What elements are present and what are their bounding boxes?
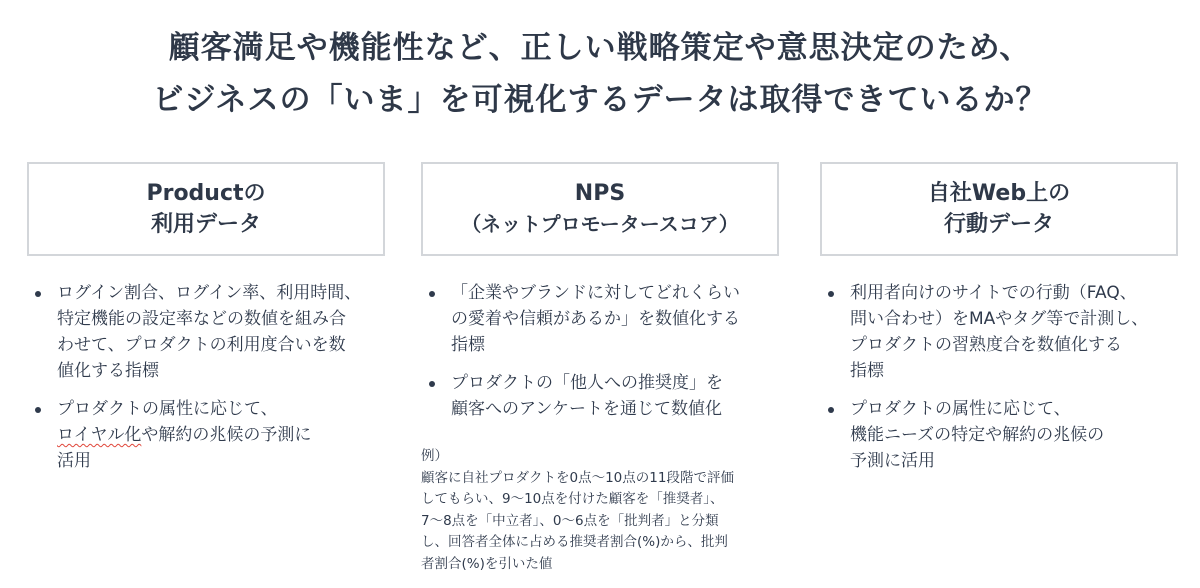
bullet-text-line: プロダクトの属性に応じて、 (850, 399, 1071, 419)
bullet-text-line: 「企業やブランドに対してどれくらい (451, 283, 740, 303)
bullet-text-line: 機能ニーズの特定や解約の兆候の (850, 425, 1105, 445)
bullet-text-line: プロダクトの習熟度合を数値化する (850, 335, 1122, 355)
category-box-product-usage (27, 162, 385, 256)
bullet-list-nps (421, 280, 779, 422)
column-web-behavior (820, 162, 1178, 486)
bullet-text-line: 特定機能の設定率などの数値を組み合 (57, 309, 346, 329)
bullet-item (27, 396, 385, 474)
bullet-text-line: 顧客へのアンケートを通じて数値化 (451, 399, 722, 419)
bullet-text-line: 活用 (57, 451, 91, 471)
bullet-dot-icon (828, 291, 834, 297)
bullet-dot-icon (35, 407, 41, 413)
nps-example-note (421, 446, 781, 575)
bullet-item (820, 396, 1178, 474)
category-title-line-2: （ネットプロモータースコア） (461, 212, 739, 236)
category-title-line-1: Productの (146, 181, 266, 206)
category-title-line-2: 行動データ (943, 212, 1054, 237)
bullet-text-line (57, 422, 385, 448)
bullet-dot-icon (429, 291, 435, 297)
category-title-line-1: NPS (574, 181, 626, 206)
bullet-item (820, 280, 1178, 384)
headline-line-2: ビジネスの「いま」を可視化するデータは取得できているか？ (152, 82, 1048, 118)
bullet-text-line: 指標 (850, 361, 884, 381)
bullet-list-web-behavior (820, 280, 1178, 474)
bullet-item (421, 370, 779, 422)
bullet-dot-icon (429, 381, 435, 387)
example-line: 顧客に自社プロダクトを0点〜10点の11段階で評価 (421, 469, 734, 486)
bullet-text-line: 問い合わせ）をMAやタグ等で計測し、 (850, 309, 1149, 329)
category-title-line-2: 利用データ (150, 212, 261, 237)
example-line: 7〜8点を「中立者」、0〜6点を「批判者」と分類 (421, 512, 719, 529)
category-box-web-behavior (820, 162, 1178, 256)
bullet-text-line: ログイン割合、ログイン率、利用時間、 (57, 283, 362, 303)
bullet-dot-icon (35, 291, 41, 297)
category-box-nps (421, 162, 779, 256)
page-headline (0, 22, 1200, 126)
bullet-text-line: 値化する指標 (57, 361, 159, 381)
column-nps (421, 162, 779, 572)
bullet-list-product-usage (27, 280, 385, 474)
bullet-item (421, 280, 779, 358)
bullet-text-line: プロダクトの「他人への推奨度」を (451, 373, 723, 393)
bullet-text-line: わせて、プロダクトの利用度合いを数 (57, 335, 346, 355)
example-line: し、回答者全体に占める推奨者割合(%)から、批判 (421, 534, 728, 550)
spellcheck-underlined-text: ロイヤル化 (57, 425, 142, 445)
bullet-text-line: 利用者向けのサイトでの行動（FAQ、 (850, 283, 1137, 303)
example-line: 者割合(%)を引いた値 (421, 555, 553, 572)
bullet-dot-icon (828, 407, 834, 413)
bullet-text-line: の愛着や信頼があるか」を数値化する (451, 309, 740, 329)
example-line: してもらい、9〜10点を付けた顧客を「推奨者」、 (421, 491, 724, 507)
bullet-text-line: 予測に活用 (850, 451, 935, 471)
bullet-text-line: プロダクトの属性に応じて、 (57, 399, 278, 419)
bullet-text-line: 指標 (451, 335, 485, 355)
bullet-item (27, 280, 385, 384)
column-product-usage (27, 162, 385, 486)
example-line: 例） (421, 448, 448, 464)
category-title-line-1: 自社Web上の (927, 181, 1071, 206)
bullet-text-segment: や解約の兆候の予測に (141, 425, 312, 445)
headline-line-1: 顧客満足や機能性など、正しい戦略策定や意思決定のため、 (168, 30, 1032, 66)
